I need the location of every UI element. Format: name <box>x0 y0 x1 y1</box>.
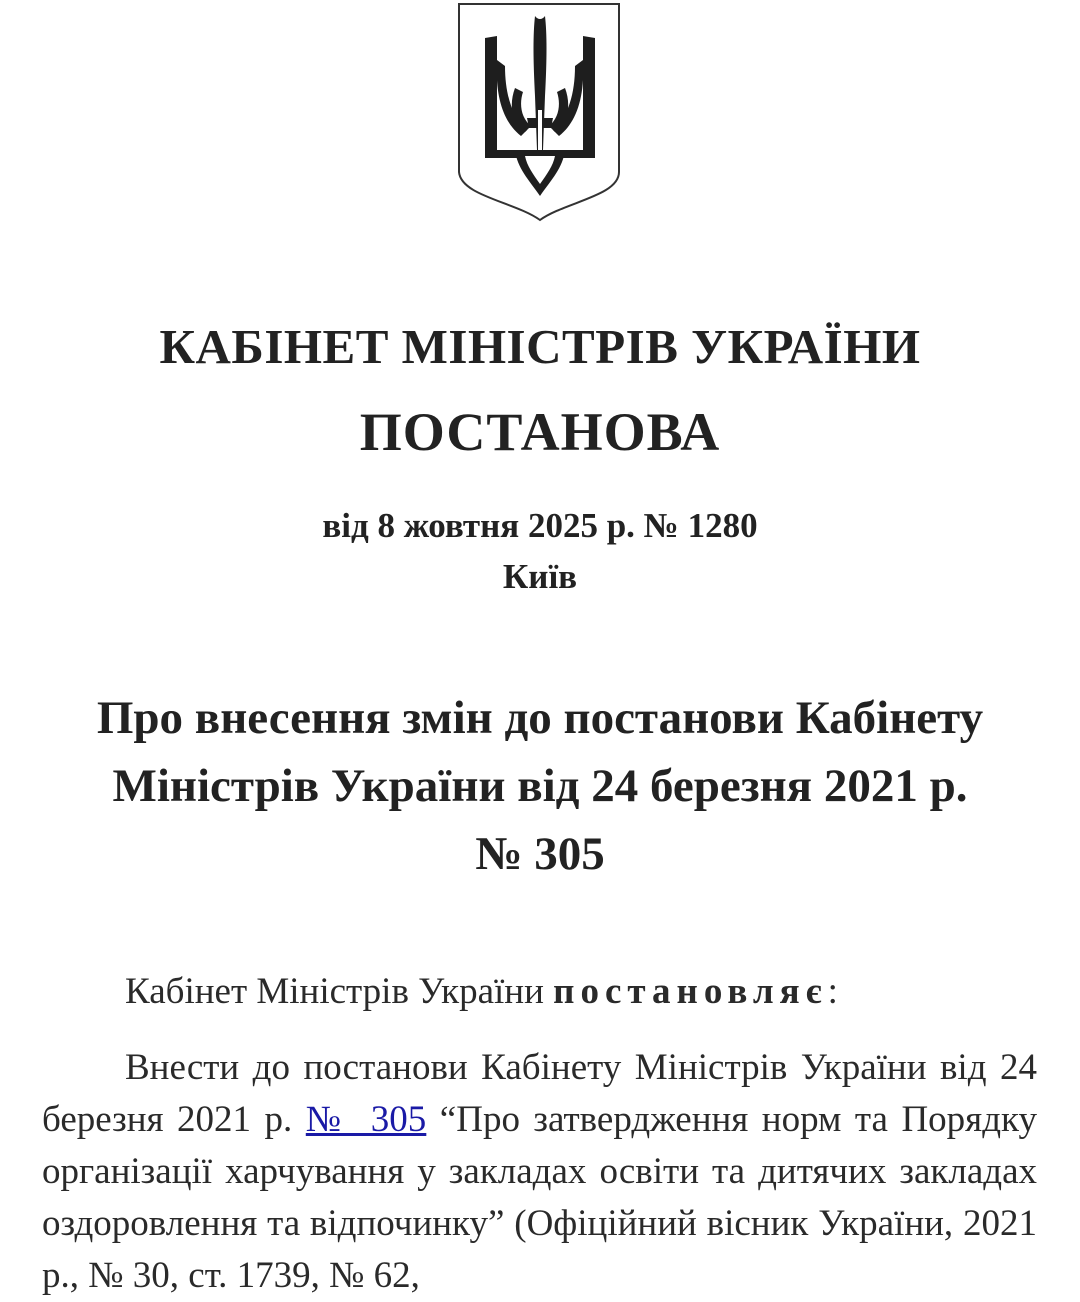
amendment-text-start: Внести до постанови Кабінету Міністрів України від 24 березня 2021 р. <box>42 1047 1037 1140</box>
coat-of-arms-emblem <box>455 0 625 225</box>
enacting-suffix: : <box>827 971 838 1012</box>
document-city: Київ <box>502 557 578 596</box>
document-date-number: від 8 жовтня 2025 р. № 1280 <box>322 506 758 545</box>
resolution-title: Про внесення змін до постанови Кабінету Міністрів України від 24 березня 2021 р. № 305 <box>96 692 984 880</box>
organization-title: КАБІНЕТ МІНІСТРІВ УКРАЇНИ <box>159 319 921 374</box>
enacting-prefix: Кабінет Міністрів України <box>125 971 554 1012</box>
enacting-clause <box>42 966 1037 1018</box>
document-type: ПОСТАНОВА <box>359 402 721 462</box>
amendment-text-rest: “Про затвердження норм та Порядку організації харчування у закладах освіти та дитячих закладах оздоровлення та відпочинку” (Офіційний вісник України, 2021 р., № 30, ст. 1739, № 62, <box>42 1099 1037 1296</box>
resolution-305-link[interactable]: № 305 <box>305 1099 427 1140</box>
tryzub-icon <box>455 0 625 225</box>
enacting-word: постановляє <box>553 971 828 1012</box>
amendment-paragraph <box>42 1042 1037 1302</box>
